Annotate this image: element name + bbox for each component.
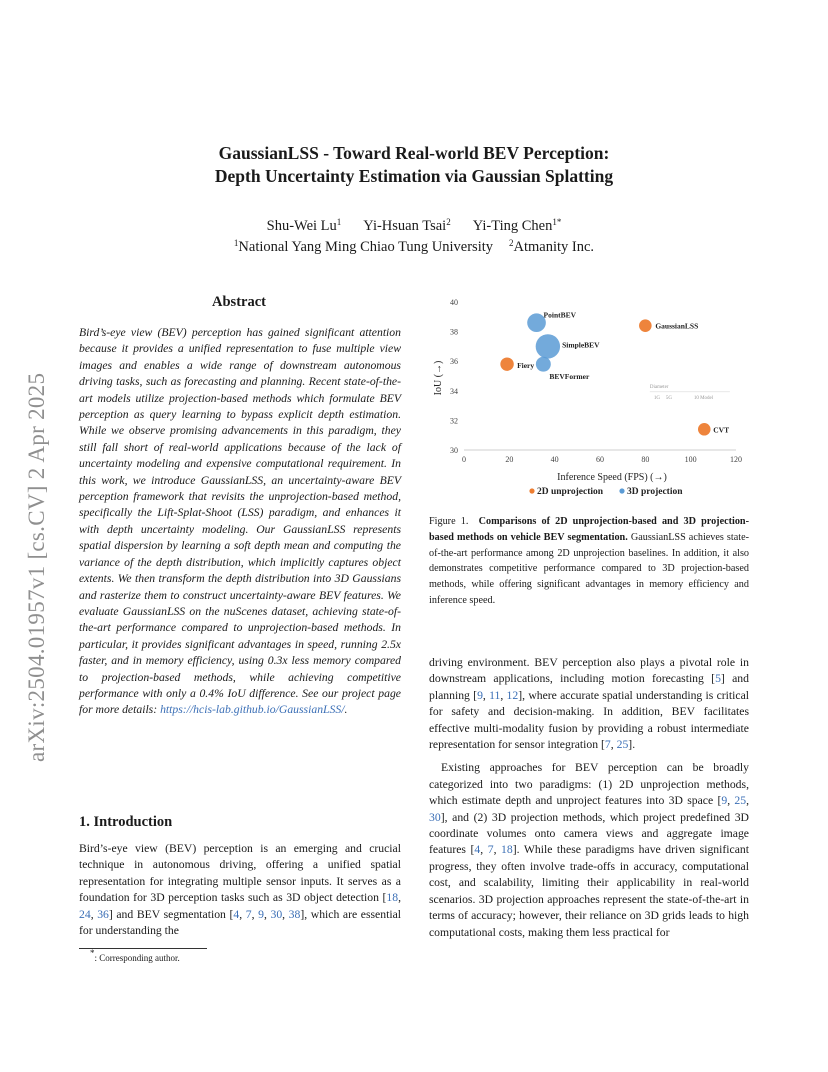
citation-link[interactable]: 7: [245, 907, 252, 921]
y-tick-label: 36: [450, 357, 458, 367]
caption-text: GaussianLSS achieves state-of-the-art performance among 2D unprojection baselines. In addition, it also demonstrates competitive performance compared to 3D projection-based methods, while offering significant advantages in memory efficiency and inference speed.: [429, 531, 749, 606]
footnote-rule: [79, 948, 207, 949]
legend-marker: [529, 488, 534, 493]
paragraph: Existing approaches for BEV perception can be broadly categorized into two paradigms: (1) 2D unprojection methods, which estimate depth and unproject features into 3D space [9, 25, 30], and (2) 3D projection methods, which project predefined 3D coordinate volumes onto camera views and aggregate image features [4, 7, 18]. While these paradigms have driven significant progress, they often involve trade-offs in accuracy, computational cost, and scalability, limiting their applicability in real-world scenarios. 3D projection approaches represent the state-of-the-art in terms of accuracy; however, their reliance on 3D grids leads to high computational costs, making them less practical for: [429, 761, 750, 939]
y-tick-label: 34: [450, 386, 458, 396]
citation-link[interactable]: 25: [616, 738, 629, 752]
citation-link[interactable]: 18: [501, 843, 513, 857]
arxiv-identifier: arXiv:2504.01957v1 [cs.CV] 2 Apr 2025: [24, 372, 49, 762]
paragraph: driving environment. BEV perception also plays a pivotal role in downstream applications, including motion forecasting [5] and planning [9, 11, 12], where accurate spatial understanding is critical for safety and decision-making. In addition, BEV facilitates effective multi-modality fusion by providing a robust intermediate representation for sensor integration [7, 25].: [429, 656, 750, 752]
author: Yi-Hsuan Tsai$^2$: [363, 217, 451, 234]
citation-link[interactable]: 9: [477, 688, 483, 702]
x-tick-label: 60: [596, 455, 604, 464]
affiliation-list: [0, 237, 828, 257]
author-list: [0, 216, 828, 236]
citation-link[interactable]: 30: [429, 810, 441, 824]
x-axis-label: Inference Speed (FPS) (→): [557, 472, 667, 483]
legend-label: 3D projection: [627, 487, 683, 497]
diameter-note-value: 1G: [653, 395, 660, 401]
title-line-2: Depth Uncertainty Estimation via Gaussian Splatting: [214, 166, 614, 186]
affiliation: $^1$National Yang Ming Chiao Tung University: [233, 238, 494, 255]
bubble-cvt: [698, 423, 711, 436]
author: Yi-Ting Chen$^{1*}$: [472, 217, 562, 234]
section-heading-introduction: 1. Introduction: [79, 814, 173, 830]
citation-link[interactable]: 12: [506, 688, 519, 702]
x-tick-label: 0: [462, 455, 466, 464]
introduction-paragraph: Bird’s-eye view (BEV) perception is an emerging and crucial technique in autonomous driving, offering a unified spatial representation for integrating multiple sensor inputs. It serves as a foundation for 3D perception tasks such as 3D object detection [18, 24, 36] and BEV segmentation [4, 7, 9, 30, 38], which are essential for understanding the: [79, 842, 402, 938]
bubble-label-bevformer: BEVFormer: [549, 372, 590, 382]
bubble-label-gaussianlss: GaussianLSS: [655, 321, 699, 331]
bubble-label-fiery: Fiery: [517, 361, 535, 371]
abstract-heading: Abstract: [212, 294, 266, 310]
right-column-text: [429, 655, 749, 941]
y-tick-label: 40: [450, 298, 458, 307]
y-tick-label: 38: [450, 327, 458, 337]
citation-link[interactable]: 11: [489, 688, 501, 702]
y-tick-label: 30: [450, 446, 458, 455]
citation-link[interactable]: 30: [270, 907, 283, 921]
diameter-note-value: 5G: [665, 395, 672, 401]
x-tick-label: 40: [550, 455, 559, 464]
legend-label: 2D unprojection: [537, 487, 604, 497]
author: Shu-Wei Lu$^1$: [266, 217, 342, 234]
caption-bold: Comparisons of 2D unprojection-based and 3D projection-based methods on vehicle BEV segmentation.: [429, 516, 749, 543]
figure-1-bubble-chart: [424, 292, 754, 502]
citation-link[interactable]: 7: [487, 843, 494, 857]
x-tick-label: 20: [505, 455, 514, 464]
citation-link[interactable]: 18: [386, 891, 399, 905]
citation-link[interactable]: 38: [288, 907, 301, 921]
affiliation: $^2$Atmanity Inc.: [509, 238, 595, 255]
bubble-gaussianlss: [639, 319, 652, 332]
x-tick-label: 120: [730, 455, 742, 464]
citation-link[interactable]: 7: [604, 738, 611, 752]
citation-link[interactable]: 36: [97, 907, 109, 921]
paper-title: [0, 142, 828, 188]
citation-link[interactable]: 24: [79, 907, 91, 921]
x-tick-label: 100: [684, 455, 697, 464]
citation-link[interactable]: 9: [721, 794, 728, 808]
abstract-body: Bird’s-eye view (BEV) perception has gained significant attention because it provides a unified representation to fuse multiple view images and enables a wide range of downstream autonomous driving tasks, such as forecasting and planning. Recent state-of-the-art models utilize projection-based methods which formulate BEV perception as query learning to bypass explicit depth estimation. While we observe promising advancements in this paradigm, they still fall short of real-world applications because of the lack of uncertainty modeling and expensive computational requirement. In this work, we introduce GaussianLSS, an uncertainty-aware BEV perception framework that revisits the unprojection-based method, specifically the Lift-Splat-Shoot (LSS) paradigm, and enhances it with depth uncertainty modeling. Our GaussianLSS represents spatial dispersion by learning a soft depth mean and computing the variance of the depth distribution, which implicitly captures object extents. We then transform the depth distribution into 3D Gaussians and rasterize them to construct uncertainty-aware BEV features. We evaluate GaussianLSS on the nuScenes dataset, achieving state-of-the-art performance compared to unprojection-based methods. In particular, it provides significant advantages in speed, running 2.5x faster, and in memory efficiency, using 0.3x less memory compared to projection-based methods, while achieving competitive performance with only a 0.4% IoU difference. See our project page for more details: https://hcis-lab.github.io/GaussianLSS/.: [79, 326, 401, 717]
caption-label: Figure 1.: [429, 516, 469, 527]
citation-link[interactable]: 4: [233, 907, 240, 921]
title-line-1: GaussianLSS - Toward Real-world BEV Perception:: [218, 143, 610, 163]
diameter-note-title: Diameter: [649, 384, 669, 390]
citation-link[interactable]: 4: [474, 843, 481, 857]
diameter-note-value: 10 Model: [693, 395, 714, 401]
bubble-fiery: [500, 357, 513, 370]
citation-link[interactable]: 25: [734, 794, 747, 808]
citation-link[interactable]: 5: [715, 672, 721, 686]
citation-link[interactable]: 9: [258, 907, 264, 921]
figure-1-caption: [429, 514, 749, 609]
bubble-label-pointbev: PointBEV: [543, 310, 577, 320]
footnote: *: Corresponding author.: [90, 948, 180, 963]
y-axis-label: IoU (→): [433, 360, 444, 396]
x-tick-label: 80: [641, 455, 650, 464]
y-tick-label: 32: [450, 416, 458, 426]
bubble-simplebev: [536, 334, 560, 358]
bubble-label-simplebev: SimpleBEV: [562, 340, 600, 350]
legend-marker: [619, 488, 624, 493]
bubble-bevformer: [536, 357, 551, 372]
bubble-label-cvt: CVT: [713, 425, 730, 435]
project-page-link[interactable]: https://hcis-lab.github.io/GaussianLSS/: [160, 703, 345, 717]
